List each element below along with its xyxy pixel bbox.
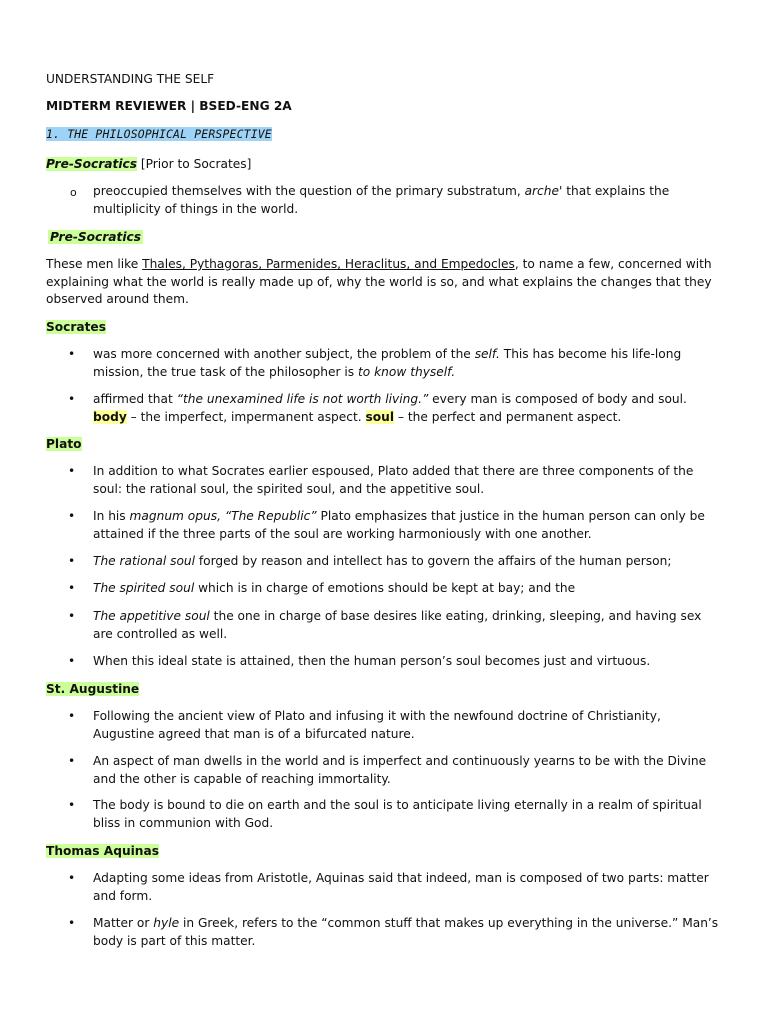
bullet-icon: •: [68, 609, 76, 623]
bullet-icon: •: [68, 509, 76, 523]
plato-bullet-6: When this ideal state is attained, then the human person’s soul becomes just and virtuous.: [93, 654, 651, 668]
plato-bullet-5: The appetitive soul the one in charge of base desires like eating, drinking, sleeping, and having sex are controlled as well.: [93, 609, 702, 641]
document-subtitle: MIDTERM REVIEWER | BSED-ENG 2A: [46, 99, 292, 113]
socrates-bullet-2: affirmed that “the unexamined life is not worth living.” every man is composed of body and soul. body – the imperfect, impermanent aspect. soul – the perfect and permanent aspect.: [93, 392, 687, 424]
bullet-icon: •: [68, 871, 76, 885]
presocratics-heading-2: Pre-Socratics: [50, 230, 141, 244]
plato-bullet-2: In his magnum opus, “The Republic” Plato emphasizes that justice in the human person can only be attained if the three parts of the soul are working harmoniously with one another.: [93, 509, 705, 541]
section-heading: [46, 126, 726, 144]
augustine-heading: St. Augustine: [46, 682, 140, 696]
augustine-bullet-1: Following the ancient view of Plato and infusing it with the newfound doctrine of Christianity, Augustine agreed that man is of a bifurcated nature.: [93, 709, 661, 741]
presocratics-bullet: preoccupied themselves with the question of the primary substratum, arche' that explains the multiplicity of things in the world.: [93, 184, 670, 216]
soul-term: soul: [365, 409, 394, 424]
bullet-icon: •: [68, 347, 76, 361]
bullet-icon: •: [68, 798, 76, 812]
bullet-icon: •: [68, 654, 76, 668]
aquinas-bullet-2: Matter or hyle in Greek, refers to the “common stuff that makes up everything in the universe.” Man’s body is part of this matter.: [93, 916, 719, 948]
socrates-heading: Socrates: [46, 320, 106, 334]
document-title: UNDERSTANDING THE SELF: [46, 72, 215, 86]
presocratics-paragraph: These men like Thales, Pythagoras, Parmenides, Heraclitus, and Empedocles, to name a few, concerned with explaining what the world is really made up of, why the world is so, and what explains the changes that they observed around them.: [46, 257, 712, 306]
bullet-icon: •: [68, 392, 76, 406]
plato-bullet-1: In addition to what Socrates earlier espoused, Plato added that there are three components of the soul: the rational soul, the spirited soul, and the appetitive soul.: [93, 464, 694, 496]
plato-bullet-3: The rational soul forged by reason and intellect has to govern the affairs of the human person;: [93, 554, 672, 568]
bullet-icon: •: [68, 581, 76, 595]
plato-bullet-4: The spirited soul which is in charge of emotions should be kept at bay; and the: [93, 581, 576, 595]
plato-heading: Plato: [46, 437, 82, 451]
circle-bullet: o: [70, 186, 77, 199]
socrates-bullet-1: was more concerned with another subject, the problem of the self. This has become his life-long mission, the true task of the philosopher is to know thyself.: [93, 347, 682, 379]
bullet-icon: •: [68, 709, 76, 723]
bullet-icon: •: [68, 554, 76, 568]
philosophers-list: Thales, Pythagoras, Parmenides, Heraclitus, and Empedocles: [142, 257, 515, 271]
bullet-icon: •: [68, 916, 76, 930]
aquinas-bullet-1: Adapting some ideas from Aristotle, Aquinas said that indeed, man is composed of two parts: matter and form.: [93, 871, 709, 903]
bullet-icon: •: [68, 464, 76, 478]
presocratics-heading: Pre-Socratics [Prior to Socrates]: [46, 157, 252, 171]
section-title: THE PHILOSOPHICAL PERSPECTIVE: [67, 127, 272, 141]
bullet-icon: •: [68, 754, 76, 768]
augustine-bullet-2: An aspect of man dwells in the world and is imperfect and continuously yearns to be with the Divine and the other is capable of reaching immortality.: [93, 754, 707, 786]
body-term: body: [93, 409, 127, 424]
section-number: 1.: [46, 127, 61, 141]
augustine-bullet-3: The body is bound to die on earth and the soul is to anticipate living eternally in a realm of spiritual bliss in communion with God.: [93, 798, 702, 830]
aquinas-heading: Thomas Aquinas: [46, 844, 159, 858]
